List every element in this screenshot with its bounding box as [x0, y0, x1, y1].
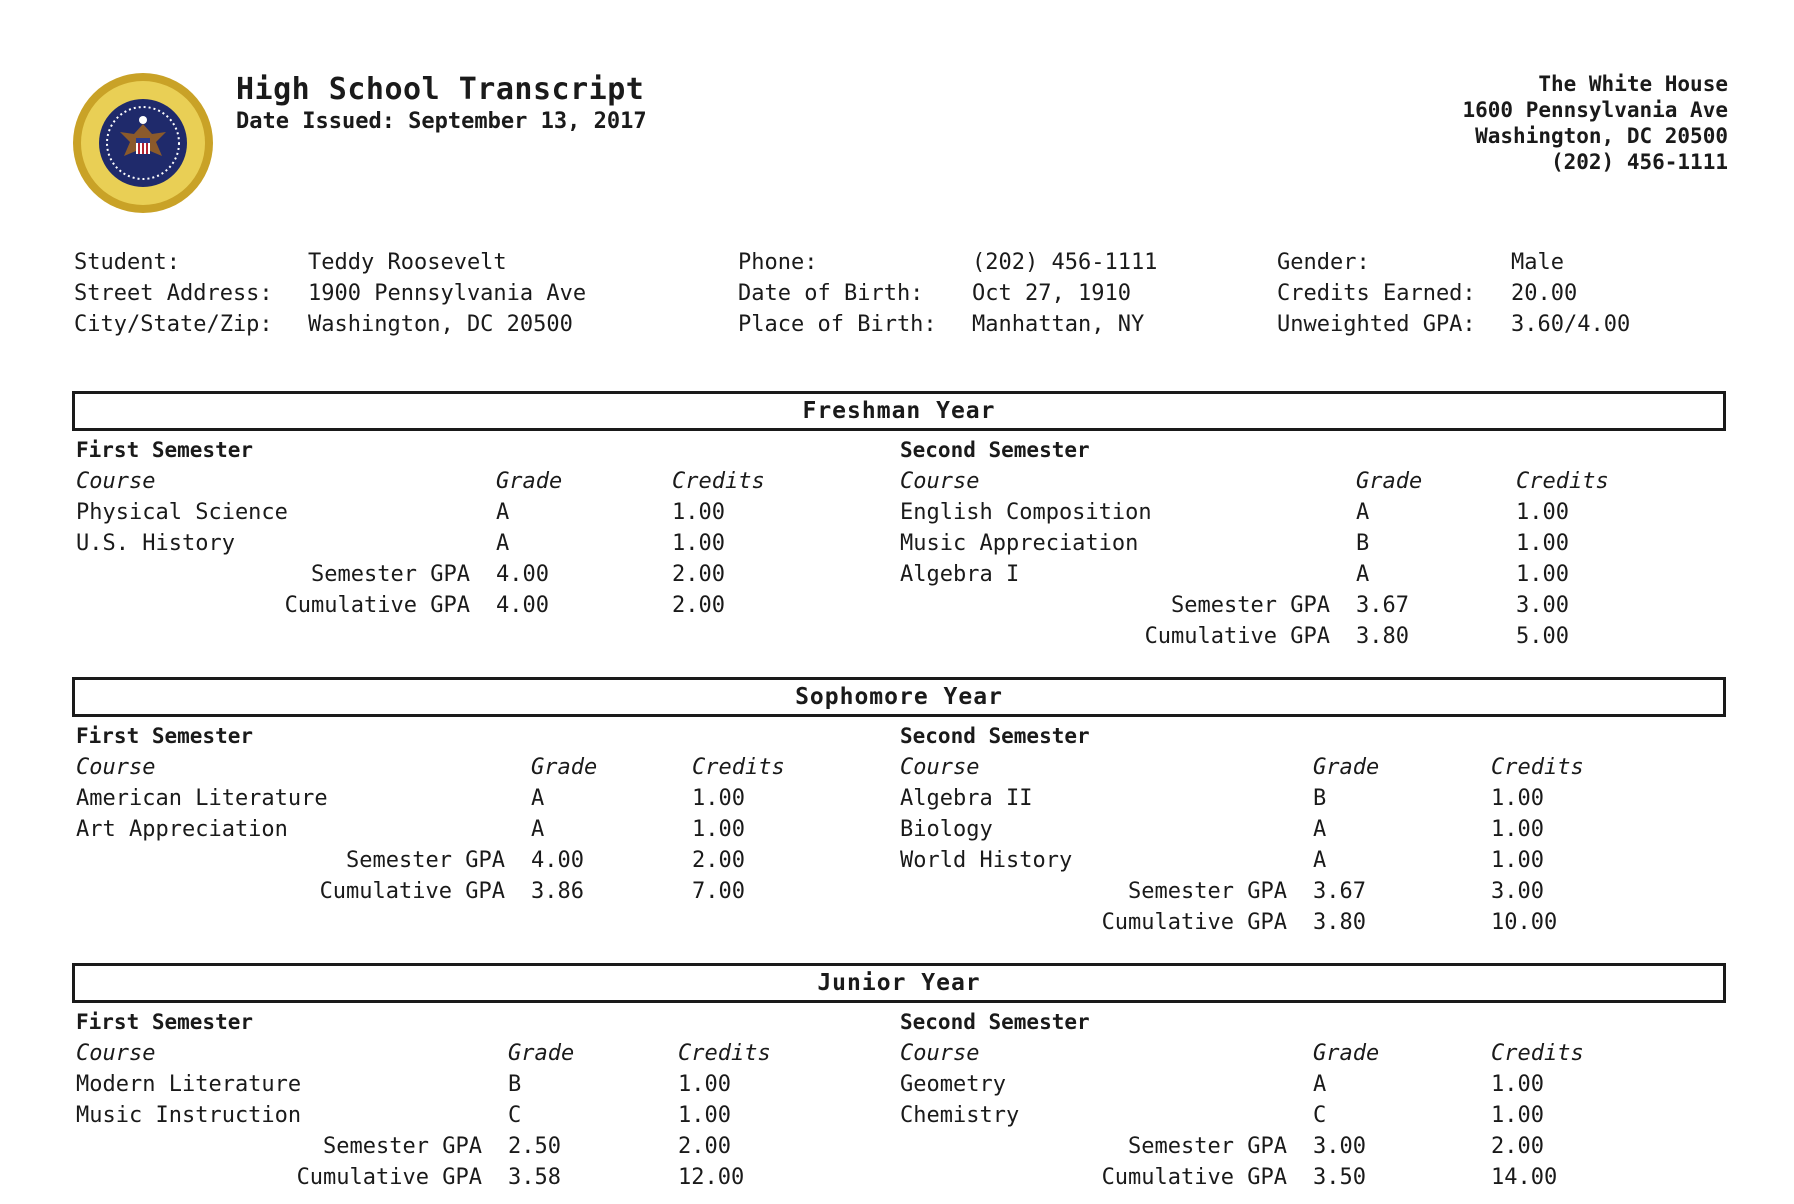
credits-earned-value: 20.00: [1511, 281, 1578, 306]
year-heading: Junior Year: [72, 963, 1726, 1003]
street-address-label: Street Address:: [74, 281, 273, 306]
cumulative-gpa-label: Cumulative GPA: [284, 593, 470, 618]
course-name: Algebra I: [900, 562, 1020, 587]
column-header-course: Course: [900, 1041, 980, 1066]
city-state-zip-value: Washington, DC 20500: [308, 312, 573, 337]
address-line-4: (202) 456-1111: [1550, 150, 1728, 174]
semester-gpa-label: Semester GPA: [311, 562, 470, 587]
course-name: Chemistry: [900, 1103, 1020, 1128]
course-name: Music Appreciation: [900, 531, 1139, 556]
course-name: English Composition: [900, 500, 1152, 525]
semester-gpa-label: Semester GPA: [346, 848, 505, 873]
cumulative-gpa-label: Cumulative GPA: [1144, 624, 1330, 649]
course-credits: 1.00: [1491, 1103, 1544, 1128]
semester-title: First Semester: [76, 724, 254, 748]
cumulative-credits-value: 14.00: [1491, 1165, 1558, 1190]
course-grade: C: [508, 1103, 522, 1128]
column-header-grade: Grade: [496, 469, 563, 494]
cumulative-gpa-label: Cumulative GPA: [296, 1165, 482, 1190]
address-line-1: The White House: [1538, 72, 1728, 96]
column-header-grade: Grade: [508, 1041, 575, 1066]
year-heading: Sophomore Year: [72, 677, 1726, 717]
unweighted-gpa-label: Unweighted GPA:: [1277, 312, 1476, 337]
column-header-grade: Grade: [1313, 1041, 1380, 1066]
column-header-grade: Grade: [531, 755, 598, 780]
course-name: Music Instruction: [76, 1103, 302, 1128]
gender-label: Gender:: [1277, 250, 1370, 275]
semester-title: First Semester: [76, 1010, 254, 1034]
course-grade: A: [531, 786, 545, 811]
course-grade: B: [1356, 531, 1370, 556]
course-credits: 1.00: [678, 1072, 731, 1097]
semester-title: Second Semester: [900, 1010, 1090, 1034]
date-of-birth-label: Date of Birth:: [738, 281, 924, 306]
cumulative-gpa-value: 3.80: [1313, 910, 1366, 935]
cumulative-credits-value: 7.00: [692, 879, 745, 904]
student-label: Student:: [74, 250, 180, 275]
phone-label: Phone:: [738, 250, 818, 275]
semester-gpa-value: 3.67: [1356, 593, 1409, 618]
semester-credits-value: 2.00: [692, 848, 745, 873]
course-name: Biology: [900, 817, 993, 842]
year-heading: Freshman Year: [72, 391, 1726, 431]
semester-credits-value: 3.00: [1516, 593, 1569, 618]
course-credits: 1.00: [1516, 531, 1569, 556]
course-grade: A: [1356, 500, 1370, 525]
semester-title: Second Semester: [900, 724, 1090, 748]
course-credits: 1.00: [672, 500, 725, 525]
course-grade: A: [1313, 848, 1327, 873]
course-credits: 1.00: [692, 817, 745, 842]
course-name: U.S. History: [76, 531, 235, 556]
place-of-birth-value: Manhattan, NY: [972, 312, 1145, 337]
phone-value: (202) 456-1111: [972, 250, 1158, 275]
semester-gpa-value: 4.00: [496, 562, 549, 587]
semester-title: First Semester: [76, 438, 254, 462]
course-grade: B: [508, 1072, 522, 1097]
cumulative-gpa-label: Cumulative GPA: [1101, 1165, 1287, 1190]
page-title: High School Transcript: [236, 72, 645, 107]
semester-gpa-label: Semester GPA: [1128, 1134, 1287, 1159]
column-header-grade: Grade: [1313, 755, 1380, 780]
course-credits: 1.00: [1491, 817, 1544, 842]
course-grade: A: [1356, 562, 1370, 587]
course-name: Physical Science: [76, 500, 288, 525]
column-header-credits: Credits: [678, 1041, 771, 1066]
semester-gpa-value: 2.50: [508, 1134, 561, 1159]
cumulative-gpa-value: 4.00: [496, 593, 549, 618]
semester-gpa-value: 4.00: [531, 848, 584, 873]
course-grade: C: [1313, 1103, 1327, 1128]
semester-credits-value: 2.00: [672, 562, 725, 587]
column-header-course: Course: [76, 755, 156, 780]
cumulative-gpa-value: 3.58: [508, 1165, 561, 1190]
column-header-grade: Grade: [1356, 469, 1423, 494]
column-header-course: Course: [76, 1041, 156, 1066]
date-of-birth-value: Oct 27, 1910: [972, 281, 1131, 306]
semester-title: Second Semester: [900, 438, 1090, 462]
cumulative-gpa-value: 3.86: [531, 879, 584, 904]
gender-value: Male: [1511, 250, 1564, 275]
course-grade: B: [1313, 786, 1327, 811]
semester-credits-value: 3.00: [1491, 879, 1544, 904]
student-value: Teddy Roosevelt: [308, 250, 507, 275]
column-header-credits: Credits: [672, 469, 765, 494]
unweighted-gpa-value: 3.60/4.00: [1511, 312, 1631, 337]
course-name: Modern Literature: [76, 1072, 302, 1097]
cumulative-credits-value: 10.00: [1491, 910, 1558, 935]
street-address-value: 1900 Pennsylvania Ave: [308, 281, 587, 306]
cumulative-gpa-label: Cumulative GPA: [1101, 910, 1287, 935]
cumulative-credits-value: 12.00: [678, 1165, 745, 1190]
column-header-course: Course: [76, 469, 156, 494]
column-header-credits: Credits: [1516, 469, 1609, 494]
semester-credits-value: 2.00: [1491, 1134, 1544, 1159]
presidential-seal-icon: [72, 72, 214, 214]
column-header-course: Course: [900, 755, 980, 780]
column-header-credits: Credits: [692, 755, 785, 780]
course-name: World History: [900, 848, 1073, 873]
cumulative-gpa-value: 3.80: [1356, 624, 1409, 649]
course-name: Algebra II: [900, 786, 1033, 811]
semester-gpa-label: Semester GPA: [1128, 879, 1287, 904]
course-grade: A: [1313, 1072, 1327, 1097]
credits-earned-label: Credits Earned:: [1277, 281, 1476, 306]
course-credits: 1.00: [1516, 500, 1569, 525]
course-credits: 1.00: [1491, 786, 1544, 811]
course-credits: 1.00: [678, 1103, 731, 1128]
course-name: Geometry: [900, 1072, 1006, 1097]
place-of-birth-label: Place of Birth:: [738, 312, 937, 337]
column-header-course: Course: [900, 469, 980, 494]
cumulative-gpa-label: Cumulative GPA: [319, 879, 505, 904]
course-credits: 1.00: [1516, 562, 1569, 587]
address-line-3: Washington, DC 20500: [1475, 124, 1728, 148]
cumulative-credits-value: 2.00: [672, 593, 725, 618]
semester-gpa-value: 3.67: [1313, 879, 1366, 904]
column-header-credits: Credits: [1491, 755, 1584, 780]
semester-credits-value: 2.00: [678, 1134, 731, 1159]
course-credits: 1.00: [672, 531, 725, 556]
date-issued: Date Issued: September 13, 2017: [236, 109, 647, 134]
course-credits: 1.00: [1491, 1072, 1544, 1097]
address-line-2: 1600 Pennsylvania Ave: [1462, 98, 1728, 122]
city-state-zip-label: City/State/Zip:: [74, 312, 273, 337]
semester-gpa-label: Semester GPA: [323, 1134, 482, 1159]
course-credits: 1.00: [692, 786, 745, 811]
cumulative-gpa-value: 3.50: [1313, 1165, 1366, 1190]
course-grade: A: [531, 817, 545, 842]
course-grade: A: [496, 531, 510, 556]
course-grade: A: [496, 500, 510, 525]
course-name: Art Appreciation: [76, 817, 288, 842]
semester-gpa-label: Semester GPA: [1171, 593, 1330, 618]
semester-gpa-value: 3.00: [1313, 1134, 1366, 1159]
course-grade: A: [1313, 817, 1327, 842]
cumulative-credits-value: 5.00: [1516, 624, 1569, 649]
column-header-credits: Credits: [1491, 1041, 1584, 1066]
course-credits: 1.00: [1491, 848, 1544, 873]
course-name: American Literature: [76, 786, 328, 811]
